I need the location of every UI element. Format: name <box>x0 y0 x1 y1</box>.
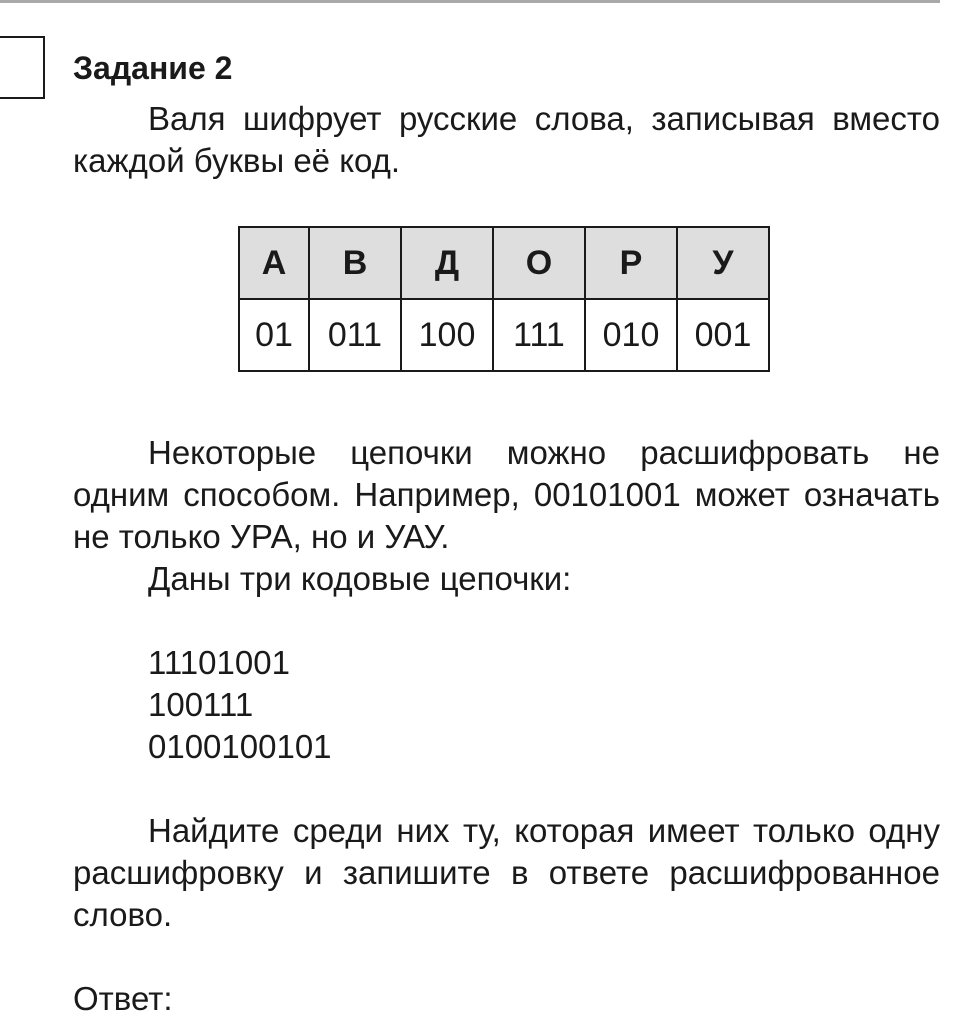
code-chain: 100111 <box>148 686 254 723</box>
letter-cell: У <box>677 227 769 299</box>
top-rule <box>0 0 940 3</box>
question-paragraph: Найдите среди них ту, которая имеет только одну расшифровку и запишите в ответе расшифрованное слово. <box>73 812 940 933</box>
code-cell: 111 <box>493 299 585 371</box>
intro-paragraph: Валя шифрует русские слова, записывая вместо каждой буквы её код. <box>73 100 940 179</box>
task-content <box>73 44 940 1020</box>
letter-cell: А <box>239 227 309 299</box>
code-chain: 0100100101 <box>148 728 332 765</box>
letter-cell: Д <box>401 227 493 299</box>
letters-row <box>239 227 769 299</box>
code-cell: 100 <box>401 299 493 371</box>
letter-cell: О <box>493 227 585 299</box>
code-chains <box>73 642 940 768</box>
letter-cell: Р <box>585 227 677 299</box>
task-number-box <box>0 36 45 99</box>
cipher-table <box>238 226 770 372</box>
code-cell: 010 <box>585 299 677 371</box>
code-cell: 001 <box>677 299 769 371</box>
codes-row <box>239 299 769 371</box>
code-cell: 011 <box>309 299 401 371</box>
letter-cell: В <box>309 227 401 299</box>
code-chain: 11101001 <box>148 644 290 681</box>
code-cell: 01 <box>239 299 309 371</box>
answer-label: Ответ: <box>73 980 173 1017</box>
given-line: Даны три кодовые цепочки: <box>148 560 572 597</box>
ambiguity-paragraph: Некоторые цепочки можно расшифровать не одним способом. Например, 00101001 может означать не только УРА, но и УАУ. <box>73 434 940 555</box>
task-title: Задание 2 <box>73 50 233 86</box>
